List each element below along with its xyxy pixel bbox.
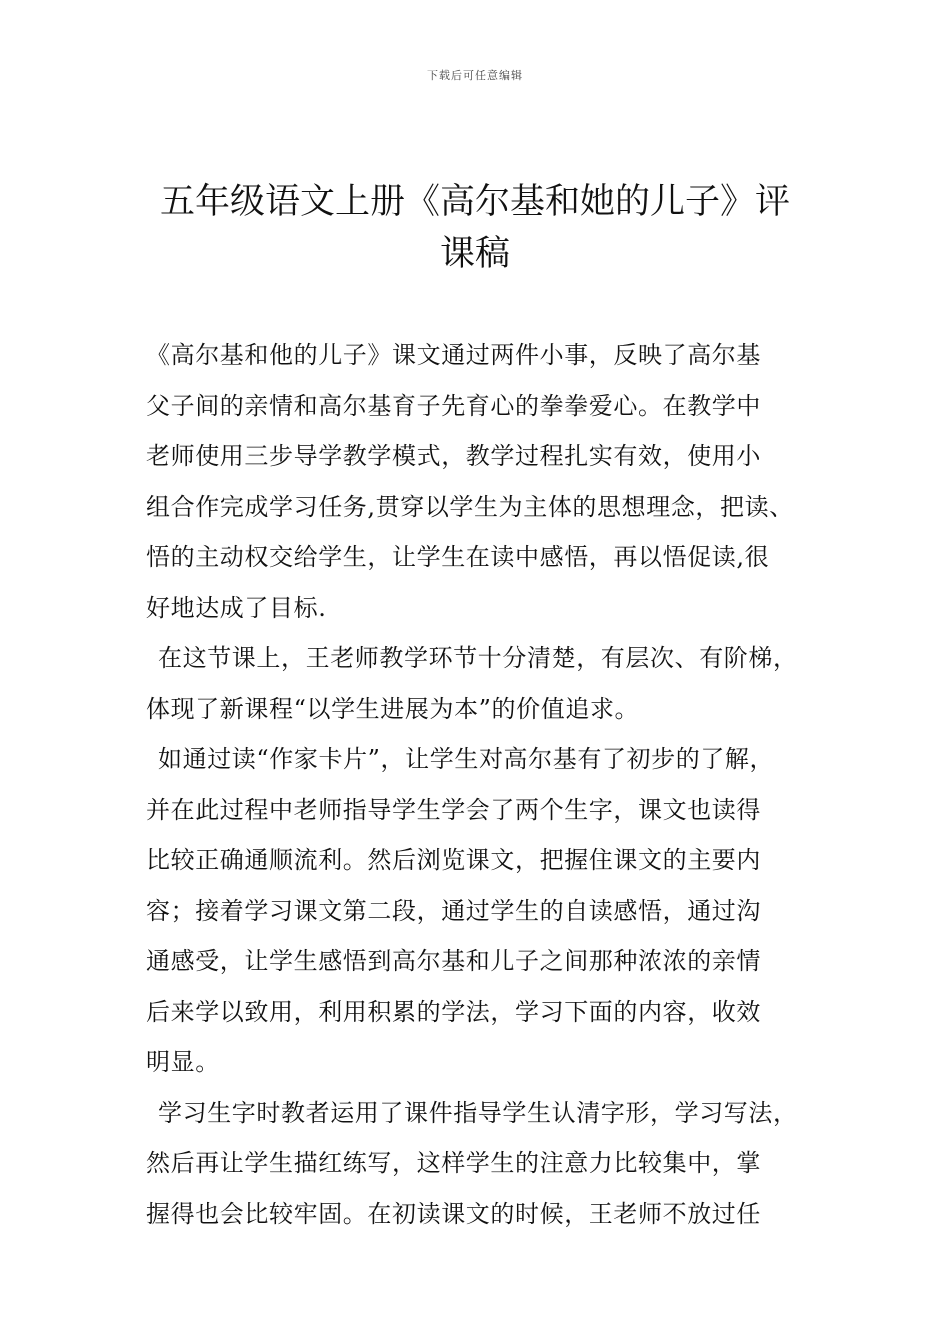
- body-line: 比较正确通顺流利。然后浏览课文，把握住课文的主要内: [146, 846, 761, 874]
- body-line: 通感受，让学生感悟到高尔基和儿子之间那种浓浓的亲情: [146, 947, 761, 975]
- body-line: 悟的主动权交给学生，让学生在读中感悟，再以悟促读,很: [146, 543, 770, 571]
- body-line: 《高尔基和他的儿子》课文通过两件小事，反映了高尔基: [146, 341, 761, 369]
- body-line: 老师使用三步导学教学模式，教学过程扎实有效，使用小: [146, 442, 761, 470]
- title-line-2: 课稿: [439, 234, 510, 274]
- body-line: 在这节课上，王老师教学环节十分清楚，有层次、有阶梯，: [158, 644, 798, 672]
- body-line: 然后再让学生描红练写，这样学生的注意力比较集中，掌: [146, 1149, 761, 1177]
- body-line: 组合作完成学习任务,贯穿以学生为主体的思想理念，把读、: [146, 492, 794, 521]
- body-line: 后来学以致用，利用积累的学法，学习下面的内容，收效: [146, 997, 761, 1026]
- body-line: 学习生字时教者运用了课件指导学生认清字形，学习写法，: [158, 1098, 798, 1127]
- document-title: [120, 176, 830, 280]
- body-line: 握得也会比较牢固。在初读课文的时候，王老师不放过任: [146, 1199, 761, 1228]
- body-line: 好地达成了目标.: [146, 593, 327, 622]
- document-body: [146, 330, 826, 1239]
- body-line: 父子间的亲情和高尔基育子先育心的拳拳爱心。在教学中: [146, 391, 761, 420]
- body-line: 并在此过程中老师指导学生学会了两个生字，课文也读得: [146, 795, 761, 824]
- title-line-1: 五年级语文上册《高尔基和她的儿子》评: [159, 182, 790, 222]
- header-note: 下载后可任意编辑: [427, 69, 523, 82]
- body-line: 体现了新课程“以学生进展为本”的价值追求。: [146, 694, 640, 723]
- body-line: 容；接着学习课文第二段，通过学生的自读感悟，通过沟: [146, 896, 761, 925]
- body-line: 如通过读“作家卡片”，让学生对高尔基有了初步的了解，: [158, 745, 775, 773]
- body-line: 明显。: [146, 1048, 220, 1076]
